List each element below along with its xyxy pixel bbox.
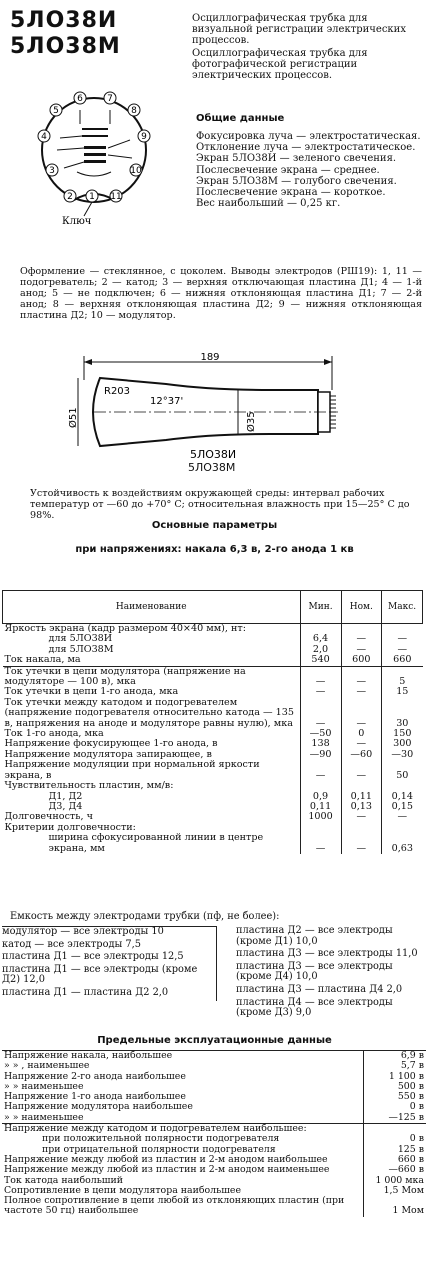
- tube-drawing: [70, 350, 360, 460]
- params-cell-nom: [341, 781, 382, 791]
- limits-table-wrap: [2, 1050, 426, 1217]
- capacitance-left: [2, 926, 217, 1001]
- limits-name: Напряжение между любой из пластин и 2-м анодом наибольшее: [2, 1155, 364, 1165]
- params-cell-max: 150: [393, 728, 412, 740]
- params-cell-max: 660: [393, 654, 412, 666]
- params-cell-name: Чувствительность пластин, мм/в:: [3, 781, 301, 791]
- limits-name: » » наименьшее: [2, 1113, 364, 1124]
- pin-9-label: 9: [141, 132, 147, 142]
- capacitance-item: пластина Д1 — пластина Д2 2,0: [2, 986, 169, 998]
- limits-name: Напряжение модулятора наибольшее: [2, 1102, 364, 1112]
- limits-value: —125 в: [388, 1111, 424, 1123]
- params-cell-name: Ток накала, ма: [3, 655, 301, 666]
- environment-text: Устойчивость к воздействиям окружающей среды: интервал рабочих температур от —60 до +70° С; относительная влажность при 15—25° С до 98%.: [30, 488, 410, 521]
- limits-name: Напряжение между любой из пластин и 2-м анодом наименьшее: [2, 1165, 364, 1175]
- general-item: Послесвечение экрана — короткое.: [196, 187, 386, 199]
- params-cell-min: 0,11: [300, 802, 341, 812]
- limits-name: Напряжение 1-го анода наибольшее: [2, 1092, 364, 1102]
- purpose-photo: Осциллографическая трубка для фотографической регистрации электрических процессов.: [192, 48, 368, 81]
- params-cell-nom: —: [341, 645, 382, 655]
- pin-2-label: 2: [67, 192, 73, 202]
- params-cell-min: —: [300, 666, 341, 687]
- params-row: [3, 655, 423, 666]
- params-cell-name: Яркость экрана (кадр размером 40×40 мм), нт:: [3, 624, 301, 635]
- params-cell-name: для 5ЛО38М: [3, 645, 301, 655]
- drawing-label-1: 5ЛО38И: [190, 448, 237, 461]
- capacitance-item: пластина Д1 — все электроды 12,5: [2, 951, 184, 963]
- params-cell-nom: —: [341, 698, 382, 729]
- params-cell-name: Ток утечки в цепи 1-го анода, мка: [3, 687, 301, 697]
- params-cell-min: 2,0: [300, 645, 341, 655]
- limits-value: 0 в: [409, 1133, 424, 1145]
- params-col-min: Мин.: [300, 591, 341, 624]
- params-cell-min: 6,4: [300, 634, 341, 644]
- purpose-visual: Осциллографическая трубка для визуальной регистрации электрических процессов.: [192, 13, 406, 46]
- limits-value: 1,5 Мом: [383, 1184, 424, 1196]
- params-cell-max: 0,15: [391, 800, 413, 812]
- pin-6-label: 6: [77, 94, 83, 104]
- limits-value: 125 в: [397, 1143, 424, 1155]
- params-cell-nom: —60: [341, 750, 382, 760]
- params-cell-name: Ток 1-го анода, мка: [3, 729, 301, 739]
- pin-5-label: 5: [53, 106, 59, 116]
- length-dimension: 189: [200, 352, 220, 363]
- params-cell-max: [382, 823, 423, 833]
- limits-name: при отрицательной полярности подогревателя: [2, 1145, 364, 1155]
- general-item: Вес наибольший — 0,25 кг.: [196, 198, 341, 210]
- params-cell-nom: —: [341, 634, 382, 644]
- right-diameter: Ø35: [246, 411, 257, 432]
- params-cell-nom: —: [341, 833, 382, 854]
- params-cell-name: Д3, Д4: [3, 802, 301, 812]
- params-row: [3, 666, 423, 687]
- params-cell-min: 0,9: [300, 792, 341, 802]
- capacitance-right: [236, 926, 422, 1021]
- limits-heading: Предельные эксплуатационные данные: [97, 1035, 332, 1046]
- params-cell-nom: —: [341, 760, 382, 781]
- capacitance-item: пластина Д2 — все электроды (кроме Д1) 10,0: [236, 925, 393, 947]
- limits-value: 1 Мом: [392, 1205, 424, 1217]
- params-cell-max: 15: [396, 686, 409, 698]
- limits-value: 0 в: [409, 1101, 424, 1113]
- params-cell-max: —: [397, 811, 408, 823]
- params-row: [3, 698, 423, 729]
- params-cell-name: Ток утечки в цепи модулятора (напряжение на модуляторе — 100 в), мка: [3, 666, 301, 687]
- limits-name: Ток катода наибольший: [2, 1176, 364, 1186]
- general-list: [196, 131, 422, 209]
- params-cell-name: Д1, Д2: [3, 792, 301, 802]
- capacitance-heading: Емкость между электродами трубки (пф, не более):: [10, 911, 280, 922]
- params-cell-min: 138: [300, 739, 341, 749]
- params-cell-name: ширина сфокусированной линии в центре экрана, мм: [3, 833, 301, 854]
- limits-name: Сопротивление в цепи модулятора наибольшее: [2, 1186, 364, 1196]
- params-cell-min: [300, 823, 341, 833]
- pin-1-label: 1: [89, 192, 95, 202]
- limits-name: » » наименьшее: [2, 1082, 364, 1092]
- params-cell-max: —30: [391, 748, 414, 760]
- params-row: [3, 833, 423, 854]
- limits-value: 6,9 в: [364, 1051, 427, 1062]
- limits-value: 1 100 в: [388, 1070, 424, 1082]
- capacitance-item: пластина Д4 — все электроды (кроме Д3) 9,0: [236, 996, 393, 1019]
- radius-label: R203: [104, 386, 131, 397]
- pin-7-label: 7: [107, 94, 113, 104]
- pin-4-label: 4: [41, 132, 47, 142]
- params-col-max: Макс.: [382, 591, 423, 624]
- params-cell-min: —: [300, 760, 341, 781]
- params-cell-nom: 0,13: [341, 802, 382, 812]
- limits-value: 1 000 мка: [375, 1174, 424, 1186]
- limits-table: [2, 1050, 426, 1217]
- capacitance-item: катод — все электроды 7,5: [2, 938, 141, 950]
- params-col-nom: Ном.: [341, 591, 382, 624]
- angle-label: 12°37': [150, 396, 184, 407]
- params-cell-max: [382, 781, 423, 791]
- params-cell-max: 30: [396, 717, 409, 729]
- general-item: Экран 5ЛО38И — зеленого свечения.: [196, 153, 397, 165]
- params-cell-min: 1000: [300, 812, 341, 822]
- params-cell-name: Критерии долговечности:: [3, 823, 301, 833]
- params-cell-min: —90: [300, 750, 341, 760]
- tube-title-2: 5ЛО38М: [10, 34, 121, 59]
- params-cell-nom: [341, 823, 382, 833]
- general-item: Экран 5ЛО38М — голубого свечения.: [196, 175, 397, 187]
- params-cell-min: —50: [300, 729, 341, 739]
- general-item: Послесвечение экрана — среднее.: [196, 164, 380, 176]
- general-heading: Общие данные: [196, 113, 285, 124]
- key-label: Ключ: [62, 216, 92, 227]
- limits-name: Напряжение между катодом и подогревателем наибольшее:: [2, 1124, 364, 1135]
- params-cell-nom: 0,11: [341, 792, 382, 802]
- params-cell-max: —: [397, 643, 408, 655]
- params-table: [2, 590, 423, 854]
- params-cell-min: —: [300, 833, 341, 854]
- pin-diagram: [22, 88, 172, 228]
- params-cell-name: Напряжение модуляции при нормальной яркости экрана, в: [3, 760, 301, 781]
- tube-title-1: 5ЛО38И: [10, 8, 118, 33]
- limits-name: Напряжение 2-го анода наибольшее: [2, 1072, 364, 1082]
- params-col-name: Наименование: [3, 591, 301, 624]
- limits-name: Напряжение накала, наибольшее: [2, 1051, 364, 1062]
- general-item: Фокусировка луча — электростатическая.: [196, 131, 421, 142]
- limits-value: —660 в: [388, 1164, 424, 1176]
- params-cell-nom: —: [341, 812, 382, 822]
- limits-name: » » , наименьшее: [2, 1061, 364, 1071]
- limits-name: при положительной полярности подогревателя: [2, 1134, 364, 1144]
- params-cell-name: Напряжение фокусирующее 1-го анода, в: [3, 739, 301, 749]
- params-cell-max: 0,14: [391, 790, 413, 802]
- left-diameter: Ø51: [68, 407, 79, 428]
- pin-10-label: 10: [130, 166, 142, 176]
- params-cell-nom: 0: [341, 729, 382, 739]
- params-cell-max: —: [397, 633, 408, 645]
- params-cell-min: 540: [300, 655, 341, 666]
- params-cell-min: —: [300, 698, 341, 729]
- params-subheading: при напряжениях: накала 6,3 в, 2-го анода 1 кв: [75, 544, 354, 555]
- params-cell-max: 5: [382, 666, 423, 687]
- params-cell-name: Долговечность, ч: [3, 812, 301, 822]
- params-cell-nom: —: [341, 666, 382, 687]
- general-item: Отклонение луча — электростатическое.: [196, 142, 416, 154]
- limits-value: 500 в: [397, 1080, 424, 1092]
- params-cell-nom: 600: [341, 655, 382, 666]
- limits-row: [2, 1113, 426, 1124]
- capacitance-item: пластина Д3 — все электроды 11,0: [236, 948, 418, 960]
- limits-value: 550 в: [397, 1091, 424, 1103]
- params-cell-max: 50: [396, 769, 409, 781]
- pin-8-label: 8: [131, 106, 137, 116]
- limits-value: 660 в: [397, 1153, 424, 1165]
- capacitance-item: пластина Д1 — все электроды (кроме Д2) 12,0: [2, 963, 198, 986]
- params-cell-nom: —: [341, 687, 382, 697]
- capacitance-item: модулятор — все электроды 10: [2, 926, 164, 937]
- pin-11-label: 11: [110, 192, 122, 202]
- capacitance-item: пластина Д3 — пластина Д4 2,0: [236, 983, 403, 995]
- params-cell-nom: —: [341, 739, 382, 749]
- pin-3-label: 3: [49, 166, 55, 176]
- params-row: [3, 781, 423, 791]
- limits-row: [2, 1196, 426, 1217]
- params-row: [3, 760, 423, 781]
- capacitance-item: пластина Д3 — все электроды (кроме Д4) 10,0: [236, 960, 393, 983]
- params-cell-min: —: [300, 687, 341, 697]
- drawing-label-2: 5ЛО38М: [188, 461, 236, 474]
- limits-value: 5,7 в: [400, 1060, 424, 1072]
- params-heading: Основные параметры: [151, 520, 278, 531]
- params-cell-min: [300, 781, 341, 791]
- params-cell-name: для 5ЛО38И: [3, 634, 301, 644]
- limits-name: Полное сопротивление в цепи любой из отклоняющих пластин (при частоте 50 гц) наибольшее: [2, 1196, 364, 1217]
- params-cell-max: 0,63: [391, 842, 413, 854]
- params-table-wrap: [2, 590, 423, 854]
- params-cell-max: 300: [393, 738, 412, 750]
- params-cell-name: Ток утечки между катодом и подогревателем (напряжение подогревателя относительно катода — 135 в, напряжения на аноде и модуляторе равны нулю), мка: [3, 698, 301, 729]
- purpose-block: [192, 13, 422, 83]
- design-paragraph: Оформление — стеклянное, с цоколем. Выводы электродов (РШ19): 1, 11 — подогреватель; 2 — катод; 3 — верхняя отключающая пластина Д1; 4 — 1-й анод; 5 — не подключен; 6 — нижняя отклоняющая пластина Д1; 7 — 2-й анод; 8 — верхняя отклоняющая пластина Д2; 9 — нижняя отклоняющая пластина Д2; 10 — модулятор.: [20, 266, 422, 321]
- params-cell-name: Напряжение модулятора запирающее, в: [3, 750, 301, 760]
